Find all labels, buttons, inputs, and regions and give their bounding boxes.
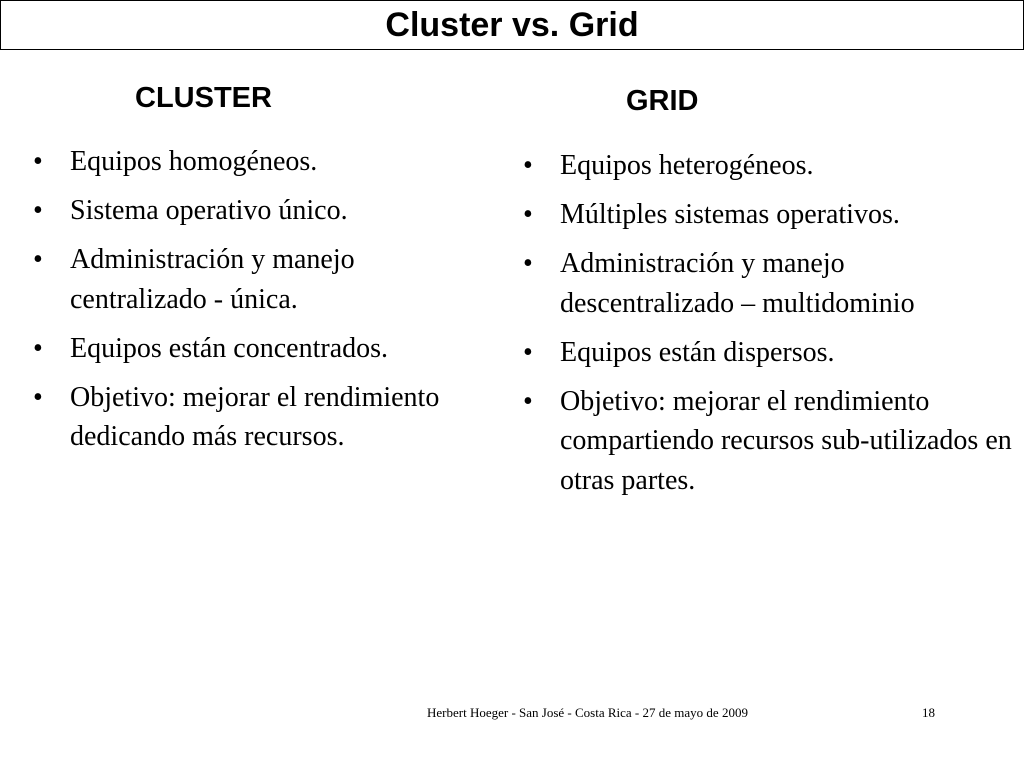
list-item	[33, 329, 488, 369]
list-item	[33, 240, 488, 319]
bullet-icon: •	[33, 146, 43, 177]
bullet-icon: •	[523, 150, 533, 181]
list-item-text: Sistema operativo único.	[70, 195, 348, 226]
bullet-icon: •	[523, 385, 533, 417]
list-item-text: Equipos heterogéneos.	[560, 150, 814, 181]
bullet-icon: •	[523, 336, 533, 368]
bullet-icon: •	[33, 332, 43, 364]
cluster-heading: CLUSTER	[135, 82, 272, 114]
cluster-list	[33, 142, 488, 466]
bullet-icon: •	[33, 195, 43, 226]
list-item-text: Objetivo: mejorar el rendimiento compartiendo recursos sub-utilizados en otras partes.	[560, 385, 1012, 496]
page-number: 18	[922, 705, 935, 720]
list-item-text: Administración y manejo descentralizado – multidominio	[560, 248, 915, 319]
bullet-icon: •	[523, 248, 533, 279]
bullet-icon: •	[33, 381, 43, 413]
list-item	[523, 382, 1018, 501]
bullet-icon: •	[523, 199, 533, 230]
list-item	[523, 333, 1018, 373]
list-item	[523, 244, 1018, 323]
list-item-text: Equipos están concentrados.	[70, 332, 389, 364]
footer-text: Herbert Hoeger - San José - Costa Rica - 27 de mayo de 2009	[427, 705, 748, 720]
list-item	[33, 378, 488, 457]
grid-list	[523, 146, 1018, 510]
list-item-text: Equipos están dispersos.	[560, 336, 835, 368]
list-item	[33, 191, 488, 231]
list-item-text: Múltiples sistemas operativos.	[560, 199, 900, 230]
bullet-icon: •	[33, 244, 43, 275]
list-item	[33, 142, 488, 182]
slide-title: Cluster vs. Grid	[385, 6, 639, 44]
title-box	[0, 0, 1024, 50]
list-item	[523, 195, 1018, 235]
grid-heading: GRID	[626, 85, 699, 117]
list-item-text: Equipos homogéneos.	[70, 146, 318, 177]
list-item	[523, 146, 1018, 186]
list-item-text: Administración y manejo centralizado - única.	[70, 244, 355, 315]
list-item-text: Objetivo: mejorar el rendimiento dedicando más recursos.	[70, 381, 440, 452]
